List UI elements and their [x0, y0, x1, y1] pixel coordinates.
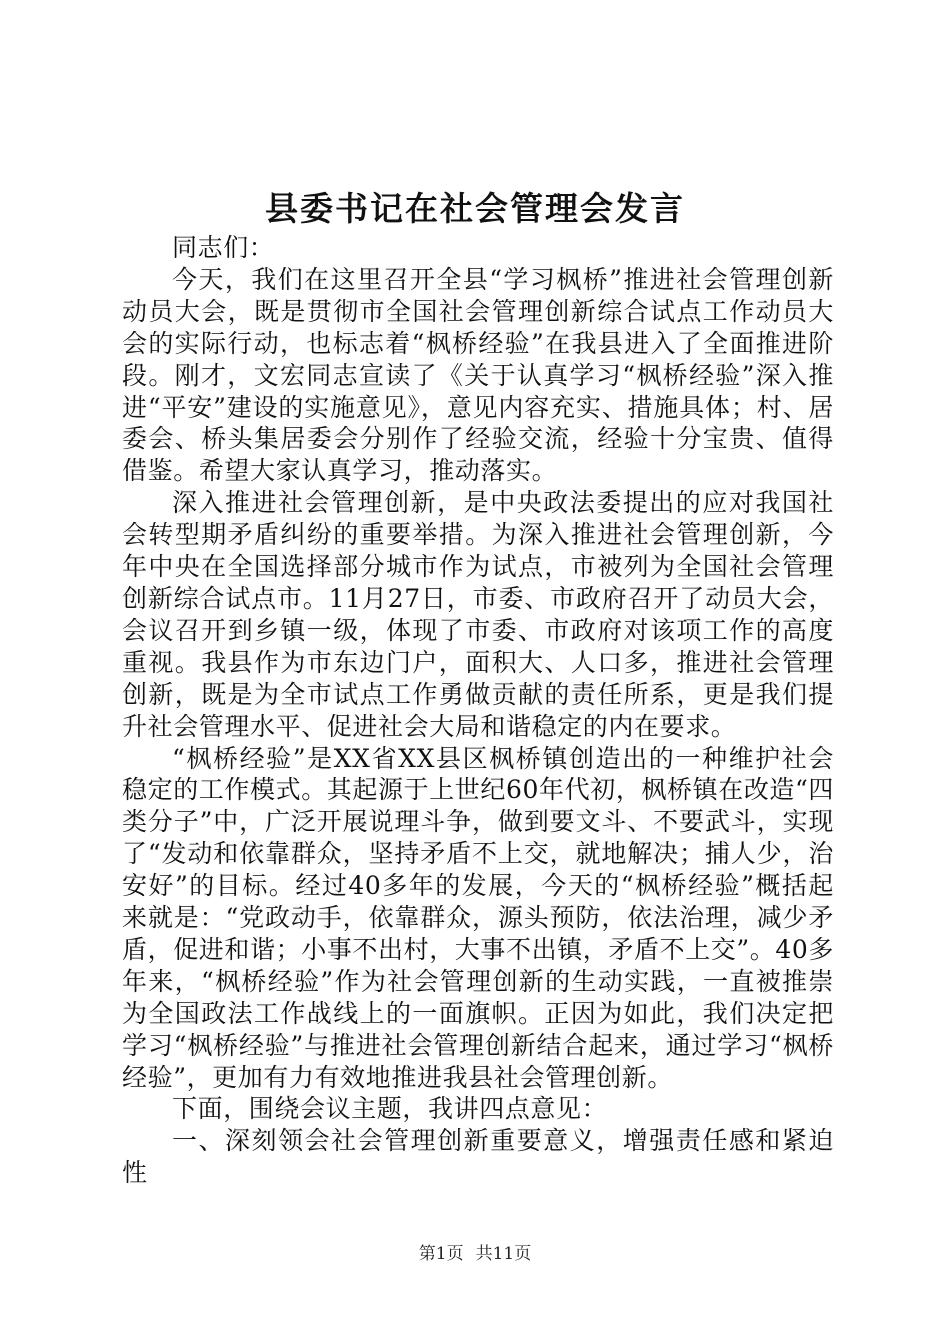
- page-number: 第1页: [418, 1244, 464, 1264]
- paragraph-opening: 今天，我们在这里召开全县“学习枫桥”推进社会管理创新动员大会，既是贯彻市全国社会管理创新综合试点工作动员大会的实际行动，也标志着“枫桥经验”在我县进入了全面推进阶段。刚才，文宏同志宣读了《关于认真学习“枫桥经验”深入推进“平安”建设的实施意见》，意见内容充实、措施具体；村、居委会、桥头集居委会分别作了经验交流，经验十分宝贵、值得借鉴。希望大家认真学习，推动落实。: [122, 264, 834, 486]
- paragraph-background: 深入推进社会管理创新，是中央政法委提出的应对我国社会转型期矛盾纠纷的重要举措。为深入推进社会管理创新，今年中央在全国选择部分城市作为试点，市被列为全国社会管理创新综合试点市。11月27日，市委、市政府召开了动员大会，会议召开到乡镇一级，体现了市委、市政府对该项工作的高度重视。我县作为市东边门户，面积大、人口多，推进社会管理创新，既是为全市试点工作勇做贡献的责任所系，更是我们提升社会管理水平、促进社会大局和谐稳定的内在要求。: [122, 488, 834, 741]
- paragraph-transition: 下面，围绕会议主题，我讲四点意见：: [172, 1094, 608, 1124]
- section-heading-1: 一、深刻领会社会管理创新重要意义，增强责任感和紧迫性: [122, 1126, 834, 1188]
- document-body: [122, 232, 834, 1189]
- page-total: 共11页: [475, 1244, 532, 1264]
- paragraph-fengqiao-experience: “枫桥经验”是XX省XX县区枫桥镇创造出的一种维护社会稳定的工作模式。其起源于上世纪60年代初，枫桥镇在改造“四类分子”中，广泛开展说理斗争，做到要文斗、不要武斗，实现了“发动和依靠群众，坚持矛盾不上交，就地解决；捕人少，治安好”的目标。经过40多年的发展，今天的“枫桥经验”概括起来就是：“党政动手，依靠群众，源头预防，依法治理，减少矛盾，促进和谐；小事不出村，大事不出镇，矛盾不上交”。40多年来，“枫桥经验”作为社会管理创新的生动实践，一直被推崇为全国政法工作战线上的一面旗帜。正因为如此，我们决定把学习“枫桥经验”与推进社会管理创新结合起来，通过学习“枫桥经验”，更加有力有效地推进我县社会管理创新。: [122, 743, 834, 1092]
- page-footer: [0, 1242, 950, 1266]
- paragraph-salutation: 同志们：: [172, 233, 275, 262]
- document-title: 县委书记在社会管理会发言: [265, 189, 685, 228]
